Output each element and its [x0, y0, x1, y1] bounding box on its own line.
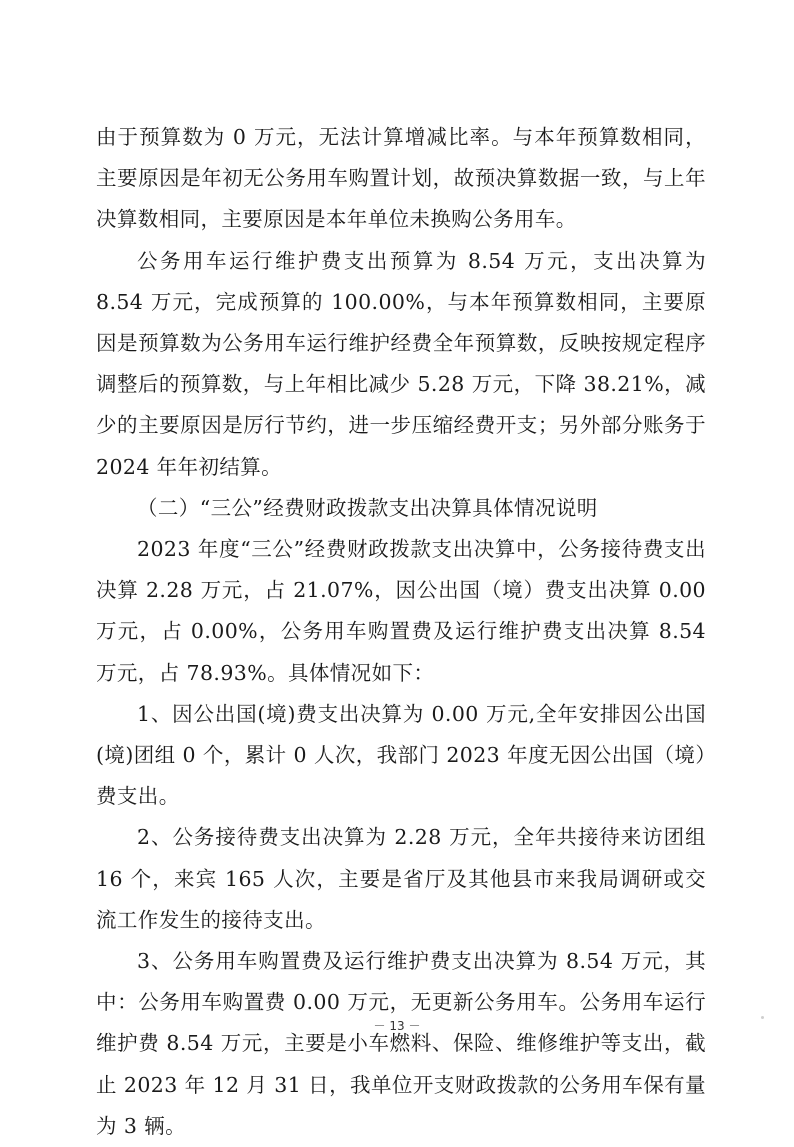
paragraph-summary: 2023 年度“三公”经费财政拨款支出决算中，公务接待费支出决算 2.28 万元，占 21.07%，因公出国（境）费支出决算 0.00 万元，占 0.00%，公务用车购置费及运行维护费支出决算 8.54 万元，占 78.93%。具体情况如下： [96, 537, 706, 685]
paragraph-item-3: 3、公务用车购置费及运行维护费支出决算为 8.54 万元，其中：公务用车购置费 0.00 万元，无更新公务用车。公务用车运行维护费 8.54 万元，主要是小车燃料、保险、维修维护等支出，截止 2023 年 12 月 31 日，我单位开支财政拨款的公务用车保有量为 3 辆。 [96, 949, 706, 1138]
body-text [96, 117, 706, 1147]
page-number: － 13 － [373, 1019, 421, 1033]
scan-dot [761, 1016, 764, 1019]
paragraph-continuation: 由于预算数为 0 万元，无法计算增减比率。与本年预算数相同，主要原因是年初无公务用车购置计划，故预决算数据一致，与上年决算数相同，主要原因是本年单位未换购公务用车。 [96, 125, 706, 232]
paragraph-item-2: 2、公务接待费支出决算为 2.28 万元，全年共接待来访团组 16 个，来宾 165 人次，主要是省厅及其他县市来我局调研或交流工作发生的接待支出。 [96, 825, 706, 932]
section-heading: （二）“三公”经费财政拨款支出决算具体情况说明 [137, 495, 598, 520]
paragraph-vehicle-maintenance: 公务用车运行维护费支出预算为 8.54 万元，支出决算为 8.54 万元，完成预算的 100.00%，与本年预算数相同，主要原因是预算数为公务用车运行维护经费全年预算数，反映按规定程序调整后的预算数，与上年相比减少 5.28 万元，下降 38.21%，减少的主要原因是厉行节约，进一步压缩经费开支；另外部分账务于 2024 年年初结算。 [96, 248, 706, 479]
paragraph-item-1: 1、因公出国(境)费支出决算为 0.00 万元,全年安排因公出国(境)团组 0 个，累计 0 人次，我部门 2023 年度无因公出国（境）费支出。 [96, 701, 706, 809]
